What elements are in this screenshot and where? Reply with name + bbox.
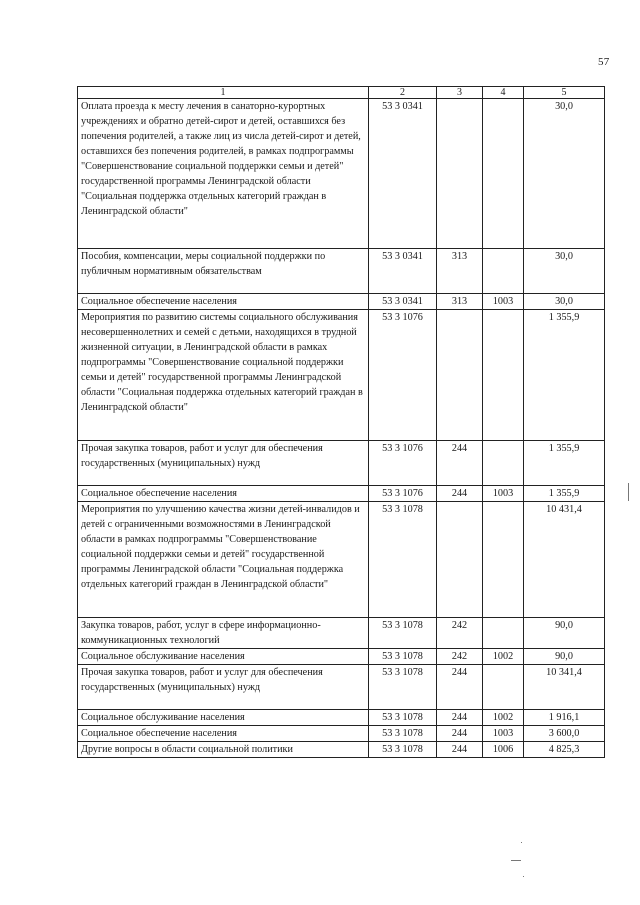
section-code: 1003 <box>483 294 524 310</box>
target-article-code: 53 3 1076 <box>369 486 437 502</box>
scan-margin-mark <box>628 483 629 501</box>
section-code: 1003 <box>483 726 524 742</box>
section-code <box>483 502 524 618</box>
item-name: Мероприятия по улучшению качества жизни детей-инвалидов и детей с ограниченными возможностями в Ленинградской области в рамках подпрограммы "Совершенствование социальной поддержки семьи и детей" государственной программы Ленинградской области "Социальная поддержка отдельных категорий граждан в Ленинградской области" <box>78 502 369 618</box>
section-code: 1002 <box>483 710 524 726</box>
table-row <box>78 249 605 294</box>
header-col-2: 2 <box>369 87 437 99</box>
section-code: 1003 <box>483 486 524 502</box>
scan-margin-mark <box>523 876 524 877</box>
item-name: Прочая закупка товаров, работ и услуг для обеспечения государственных (муниципальных) нужд <box>78 665 369 710</box>
table-row <box>78 310 605 441</box>
section-code <box>483 441 524 486</box>
expense-type-code: 313 <box>437 249 483 294</box>
table-row <box>78 441 605 486</box>
expense-type-code: 244 <box>437 742 483 758</box>
table-row <box>78 618 605 649</box>
item-name: Социальное обслуживание населения <box>78 649 369 665</box>
amount: 1 355,9 <box>524 486 605 502</box>
expense-type-code: 244 <box>437 710 483 726</box>
section-code <box>483 99 524 249</box>
amount: 1 355,9 <box>524 310 605 441</box>
target-article-code: 53 3 1078 <box>369 502 437 618</box>
header-col-3: 3 <box>437 87 483 99</box>
expense-type-code: 242 <box>437 618 483 649</box>
item-name: Социальное обеспечение населения <box>78 486 369 502</box>
section-code <box>483 249 524 294</box>
target-article-code: 53 3 0341 <box>369 294 437 310</box>
expense-type-code <box>437 310 483 441</box>
amount: 1 355,9 <box>524 441 605 486</box>
section-code <box>483 665 524 710</box>
target-article-code: 53 3 1076 <box>369 441 437 486</box>
item-name: Социальное обеспечение населения <box>78 726 369 742</box>
item-name: Другие вопросы в области социальной политики <box>78 742 369 758</box>
scan-margin-mark <box>521 842 522 843</box>
amount: 3 600,0 <box>524 726 605 742</box>
section-code <box>483 618 524 649</box>
table-row <box>78 649 605 665</box>
table-row <box>78 486 605 502</box>
item-name: Социальное обеспечение населения <box>78 294 369 310</box>
expense-type-code: 313 <box>437 294 483 310</box>
header-row <box>78 87 605 99</box>
amount: 10 431,4 <box>524 502 605 618</box>
item-name: Социальное обслуживание населения <box>78 710 369 726</box>
scan-margin-mark <box>511 860 521 861</box>
expense-type-code: 244 <box>437 726 483 742</box>
section-code: 1002 <box>483 649 524 665</box>
target-article-code: 53 3 1078 <box>369 618 437 649</box>
expense-type-code: 244 <box>437 441 483 486</box>
amount: 30,0 <box>524 99 605 249</box>
target-article-code: 53 3 1076 <box>369 310 437 441</box>
target-article-code: 53 3 0341 <box>369 99 437 249</box>
item-name: Оплата проезда к месту лечения в санаторно-курортных учреждениях и обратно детей-сирот и детей, оставшихся без попечения родителей, а также лиц из числа детей-сирот и детей, оставшихся без попечения родителей, в рамках подпрограммы "Совершенствование социальной поддержки семьи и детей" государственной программы Ленинградской области "Социальная поддержка отдельных категорий граждан в Ленинградской области" <box>78 99 369 249</box>
item-name: Закупка товаров, работ, услуг в сфере информационно-коммуникационных технологий <box>78 618 369 649</box>
expense-type-code: 242 <box>437 649 483 665</box>
header-col-4: 4 <box>483 87 524 99</box>
table-row <box>78 99 605 249</box>
header-col-5: 5 <box>524 87 605 99</box>
table-header <box>78 87 605 99</box>
section-code: 1006 <box>483 742 524 758</box>
expense-type-code: 244 <box>437 486 483 502</box>
amount: 1 916,1 <box>524 710 605 726</box>
item-name: Пособия, компенсации, меры социальной поддержки по публичным нормативным обязательствам <box>78 249 369 294</box>
table-row <box>78 665 605 710</box>
budget-table <box>77 86 605 758</box>
table-body <box>78 99 605 758</box>
table-row <box>78 742 605 758</box>
target-article-code: 53 3 1078 <box>369 665 437 710</box>
expense-type-code <box>437 99 483 249</box>
expense-type-code: 244 <box>437 665 483 710</box>
table-row <box>78 710 605 726</box>
item-name: Прочая закупка товаров, работ и услуг для обеспечения государственных (муниципальных) нужд <box>78 441 369 486</box>
item-name: Мероприятия по развитию системы социального обслуживания несовершеннолетних и семей с детьми, находящихся в трудной жизненной ситуации, в Ленинградской области в рамках подпрограммы "Совершенствование социальной поддержки семьи и детей" государственной программы Ленинградской области "Социальная поддержка отдельных категорий граждан в Ленинградской области" <box>78 310 369 441</box>
amount: 90,0 <box>524 649 605 665</box>
table-row <box>78 502 605 618</box>
amount: 30,0 <box>524 294 605 310</box>
section-code <box>483 310 524 441</box>
amount: 90,0 <box>524 618 605 649</box>
target-article-code: 53 3 0341 <box>369 249 437 294</box>
table-row <box>78 294 605 310</box>
table-row <box>78 726 605 742</box>
target-article-code: 53 3 1078 <box>369 742 437 758</box>
expense-type-code <box>437 502 483 618</box>
page-number: 57 <box>598 56 610 68</box>
header-col-1: 1 <box>78 87 369 99</box>
target-article-code: 53 3 1078 <box>369 649 437 665</box>
target-article-code: 53 3 1078 <box>369 726 437 742</box>
target-article-code: 53 3 1078 <box>369 710 437 726</box>
amount: 4 825,3 <box>524 742 605 758</box>
amount: 30,0 <box>524 249 605 294</box>
amount: 10 341,4 <box>524 665 605 710</box>
